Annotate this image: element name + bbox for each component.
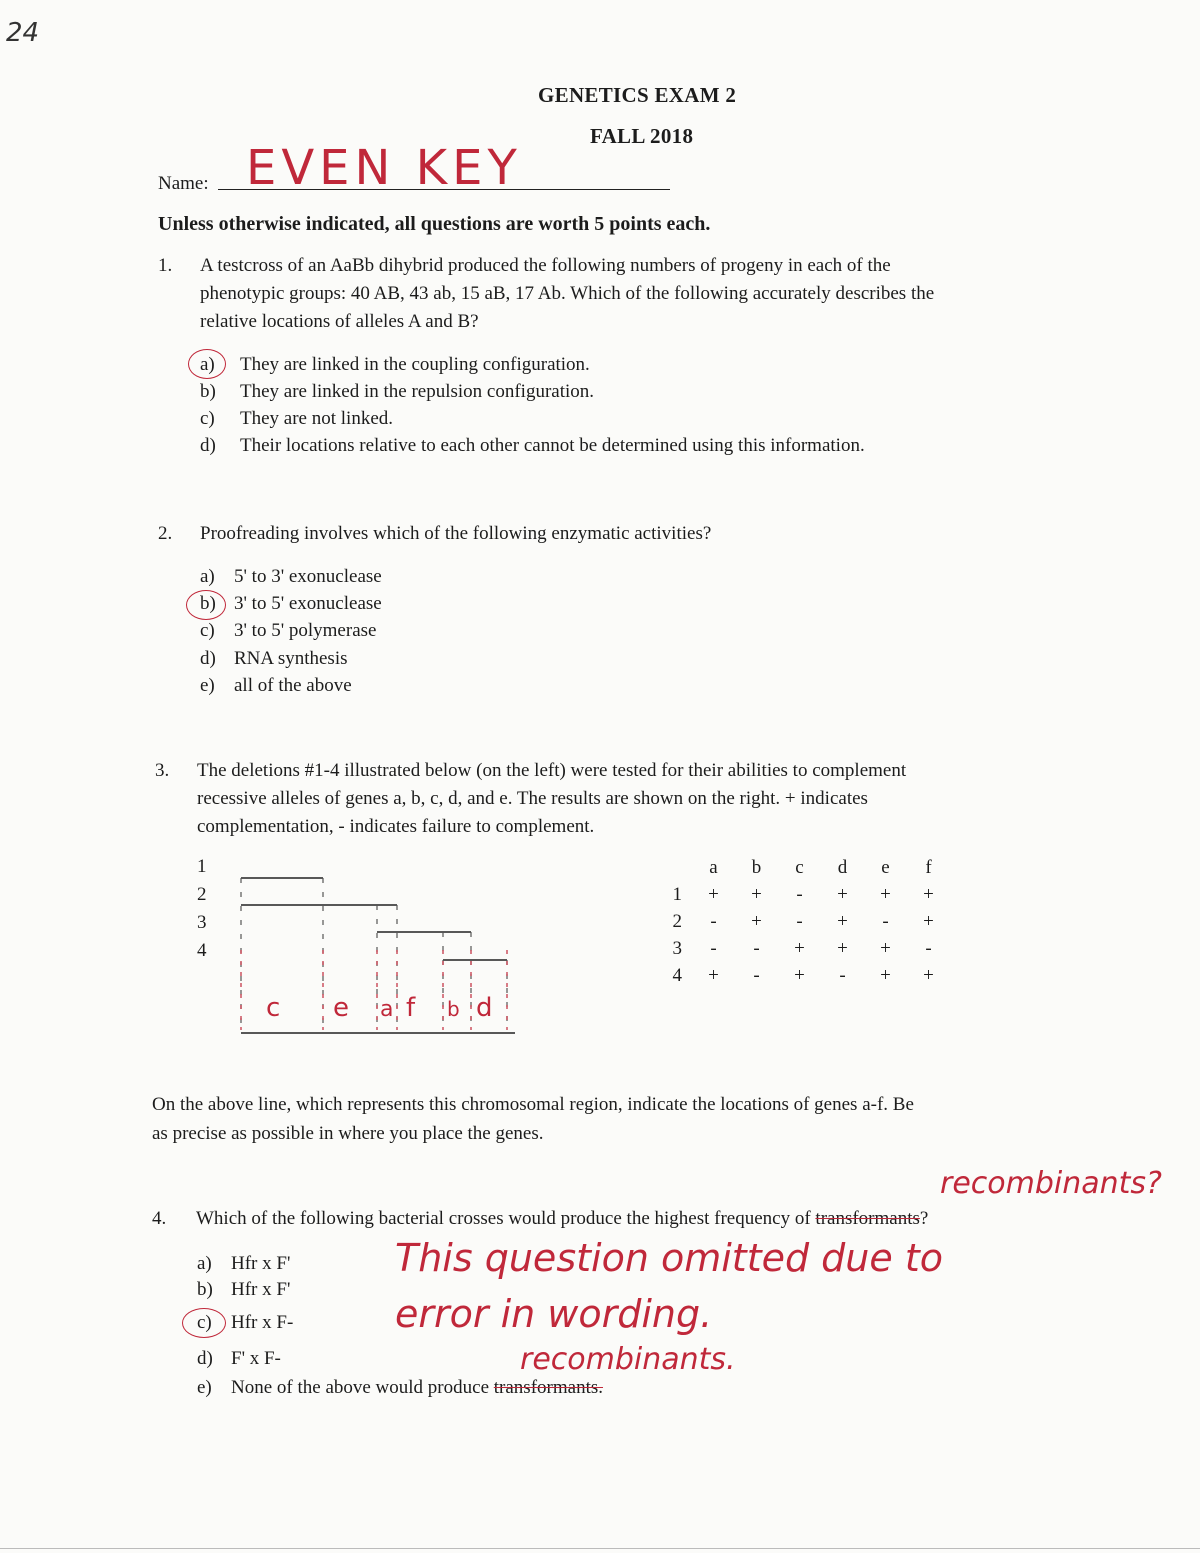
row-label: 1 (672, 883, 682, 905)
q2-option-c-text: 3' to 5' polymerase (234, 620, 377, 641)
omitted-note-line-1: This question omitted due to (395, 1236, 943, 1280)
q2-text: Proofreading involves which of the following enzymatic activities? (200, 523, 712, 544)
q1-text-line-1: A testcross of an AaBb dihybrid produced the following numbers of progeny in each of the (200, 255, 891, 276)
q4-correction-note: recombinants? (940, 1166, 1162, 1201)
q1-option-b-text: They are linked in the repulsion configuration. (240, 381, 595, 402)
col-header-c: c (795, 856, 804, 878)
complementation-table (652, 854, 950, 989)
table-row (652, 962, 950, 989)
q1-option-b-letter: b) (200, 381, 216, 402)
q1-option-c[interactable] (200, 405, 393, 433)
q4-option-b[interactable] (197, 1276, 290, 1304)
q3-number: 3. (155, 760, 170, 781)
q4-option-e[interactable] (197, 1374, 603, 1402)
q1-option-d[interactable] (200, 432, 865, 460)
q1-option-d-letter: d) (200, 435, 216, 456)
table-cell: - (839, 964, 846, 986)
q1-text-line-2: phenotypic groups: 40 AB, 43 ab, 15 aB, 17 Ab. Which of the following accurately describes the (200, 283, 935, 304)
q2-option-b-letter: b) (200, 593, 216, 614)
q2-number: 2. (158, 523, 173, 544)
q4-option-e-text: None of the above would produce (231, 1377, 494, 1398)
q1-option-a[interactable] (200, 351, 590, 379)
q4-struck-word: transformants (815, 1208, 920, 1229)
name-value: EVEN KEY (246, 140, 522, 196)
q2-option-b-text: 3' to 5' exonuclease (234, 593, 382, 614)
q4-text-before: Which of the following bacterial crosses would produce the highest frequency of (196, 1208, 816, 1229)
col-header-d: d (837, 856, 848, 878)
table-row (652, 908, 950, 935)
q4-option-a[interactable] (197, 1250, 290, 1278)
col-header-f: f (925, 856, 932, 878)
table-cell: - (796, 883, 803, 905)
q1-option-c-letter: c) (200, 408, 215, 429)
table-row (652, 935, 950, 962)
deletion-label-2: 2 (197, 884, 207, 905)
q4-answer-circle (182, 1308, 226, 1338)
q4-option-e-struck: transformants. (493, 1377, 603, 1398)
table-cell: - (882, 910, 889, 932)
instructions: Unless otherwise indicated, all questions are worth 5 points each. (158, 213, 711, 235)
gene-f: f (406, 993, 416, 1023)
table-cell: + (880, 937, 891, 959)
q2-option-c[interactable] (200, 617, 376, 645)
q3-text-line-3: complementation, - indicates failure to complement. (197, 816, 595, 837)
q4-option-b-letter: b) (197, 1279, 213, 1300)
gene-a: a (380, 997, 394, 1022)
q2-option-e-letter: e) (200, 675, 215, 696)
q2-option-a[interactable] (200, 563, 382, 591)
q4-option-b-text: Hfr x F' (231, 1279, 291, 1300)
col-header-e: e (881, 856, 890, 878)
col-header-b: b (751, 856, 762, 878)
q1-option-a-text: They are linked in the coupling configuration. (240, 354, 590, 375)
corner-mark: 24 (6, 18, 40, 48)
table-cell: + (923, 910, 934, 932)
table-cell: + (794, 964, 805, 986)
q4-option-c-letter: c) (197, 1312, 212, 1333)
page-edge (0, 1548, 1200, 1549)
omitted-note-line-2: error in wording. (395, 1292, 713, 1336)
q1-option-c-text: They are not linked. (240, 408, 394, 429)
table-cell: + (837, 937, 848, 959)
q4-number: 4. (152, 1208, 167, 1229)
q2-option-a-letter: a) (200, 566, 215, 587)
q1-text-line-3: relative locations of alleles A and B? (200, 311, 479, 332)
q2-answer-circle (186, 590, 226, 620)
q3-followup-line-1: On the above line, which represents this chromosomal region, indicate the locations of genes a-f. Be (152, 1094, 914, 1115)
col-header-a: a (709, 856, 718, 878)
q4-option-a-text: Hfr x F' (231, 1253, 291, 1274)
q2-option-c-letter: c) (200, 620, 215, 641)
q4-text-after: ? (919, 1208, 929, 1229)
q4-option-c-text: Hfr x F- (231, 1312, 294, 1333)
q4-option-e-letter: e) (197, 1377, 212, 1398)
table-cell: - (753, 937, 760, 959)
q4-option-a-letter: a) (197, 1253, 212, 1274)
table-cell: + (708, 883, 719, 905)
table-cell: + (837, 910, 848, 932)
q2-option-d-text: RNA synthesis (234, 648, 348, 669)
deletion-label-4: 4 (197, 940, 207, 961)
table-cell: - (710, 910, 717, 932)
q2-option-e[interactable] (200, 672, 352, 700)
q2-option-a-text: 5' to 3' exonuclease (234, 566, 382, 587)
q4-option-e-correction: recombinants. (520, 1342, 736, 1377)
exam-title: GENETICS EXAM 2 (538, 83, 737, 107)
gene-c: c (266, 993, 281, 1023)
gene-b: b (447, 997, 460, 1021)
q3-text-line-2: recessive alleles of genes a, b, c, d, and e. The results are shown on the right. + indicates (197, 788, 868, 809)
q2-option-b[interactable] (200, 590, 382, 618)
q1-option-b[interactable] (200, 378, 594, 406)
gene-e: e (333, 993, 349, 1023)
table-cell: + (923, 964, 934, 986)
exam-term: FALL 2018 (590, 124, 694, 148)
q3-followup-line-2: as precise as possible in where you place the genes. (152, 1123, 544, 1144)
gene-d: d (476, 993, 493, 1023)
table-cell: + (708, 964, 719, 986)
table-cell: - (753, 964, 760, 986)
row-label: 4 (672, 964, 682, 986)
q4-option-d-letter: d) (197, 1348, 213, 1369)
table-cell: + (923, 883, 934, 905)
table-cell: + (794, 937, 805, 959)
deletion-label-3: 3 (197, 912, 207, 933)
q4-option-d[interactable] (197, 1345, 281, 1373)
q1-option-a-letter: a) (200, 354, 215, 375)
q3-text-line-1: The deletions #1-4 illustrated below (on the left) were tested for their abilities to complement (197, 760, 907, 781)
table-cell: + (880, 883, 891, 905)
deletion-label-1: 1 (197, 856, 207, 877)
name-label: Name: (158, 173, 209, 194)
row-label: 2 (672, 910, 682, 932)
table-cell: - (796, 910, 803, 932)
table-row (652, 881, 950, 908)
q1-answer-circle (188, 349, 226, 379)
complementation-header-row (652, 854, 950, 881)
table-cell: - (710, 937, 717, 959)
row-label: 3 (672, 937, 682, 959)
q2-option-e-text: all of the above (234, 675, 352, 696)
q2-option-d-letter: d) (200, 648, 216, 669)
table-cell: + (751, 883, 762, 905)
table-cell: - (925, 937, 932, 959)
q1-option-d-text: Their locations relative to each other cannot be determined using this information. (240, 435, 865, 456)
table-cell: + (751, 910, 762, 932)
q4-text (196, 1205, 928, 1233)
table-cell: + (880, 964, 891, 986)
q4-option-d-text: F' x F- (231, 1348, 281, 1369)
table-cell: + (837, 883, 848, 905)
q2-option-d[interactable] (200, 645, 348, 673)
q1-number: 1. (158, 255, 173, 276)
